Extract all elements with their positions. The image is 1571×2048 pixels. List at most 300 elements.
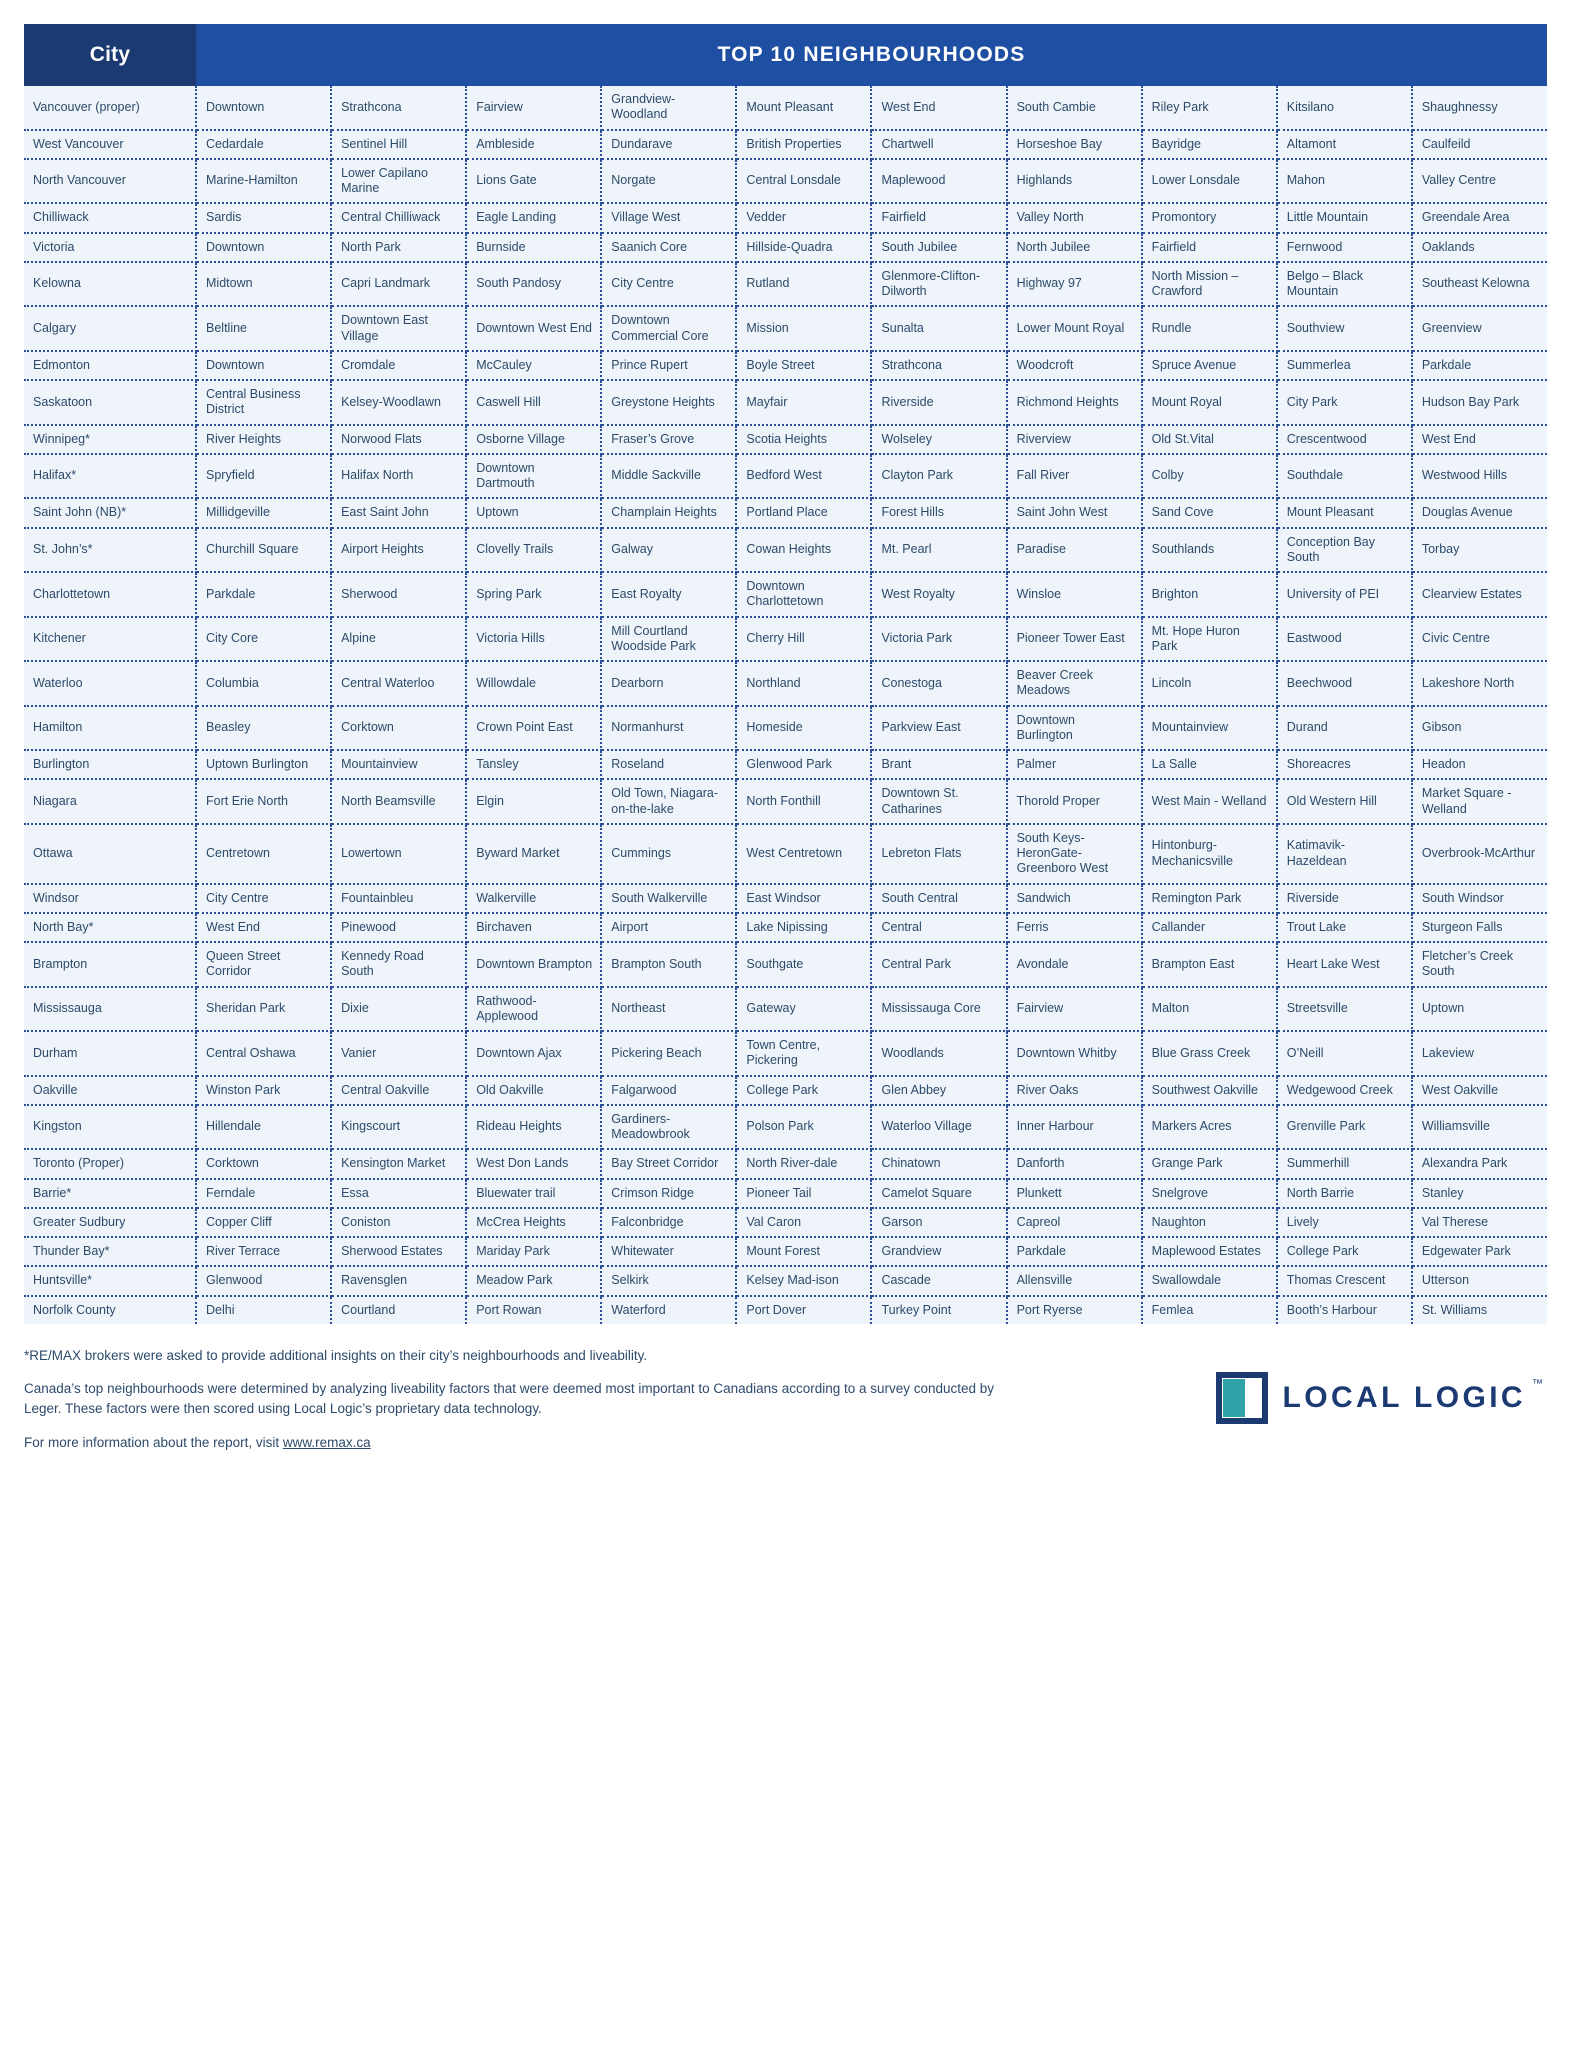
table-row (24, 203, 1547, 232)
neighbourhood-cell: Cowan Heights (736, 528, 871, 573)
neighbourhood-cell: Halifax North (331, 454, 466, 499)
neighbourhood-cell: Old St.Vital (1142, 425, 1277, 454)
neighbourhood-cell: Ravensglen (331, 1266, 466, 1295)
neighbourhood-cell: South Central (871, 884, 1006, 913)
neighbourhood-cell: Valley North (1007, 203, 1142, 232)
neighbourhood-cell: Bay Street Corridor (601, 1149, 736, 1178)
neighbourhood-cell: Strathcona (331, 86, 466, 130)
neighbourhood-cell: Eastwood (1277, 617, 1412, 662)
neighbourhood-cell: River Heights (196, 425, 331, 454)
neighbourhood-cell: Shoreacres (1277, 750, 1412, 779)
neighbourhood-cell: East Royalty (601, 572, 736, 617)
neighbourhood-cell: Centretown (196, 824, 331, 884)
neighbourhood-cell: Downtown Whitby (1007, 1031, 1142, 1076)
neighbourhood-cell: Sherwood Estates (331, 1237, 466, 1266)
neighbourhood-cell: Sardis (196, 203, 331, 232)
neighbourhood-cell: Chinatown (871, 1149, 1006, 1178)
neighbourhood-cell: Scotia Heights (736, 425, 871, 454)
neighbourhood-cell: Wedgewood Creek (1277, 1076, 1412, 1105)
neighbourhood-cell: McCrea Heights (466, 1208, 601, 1237)
neighbourhood-cell: Uptown (1412, 987, 1547, 1032)
neighbourhood-cell: Val Therese (1412, 1208, 1547, 1237)
city-cell: Burlington (24, 750, 196, 779)
neighbourhood-cell: Hudson Bay Park (1412, 380, 1547, 425)
neighbourhood-cell: Churchill Square (196, 528, 331, 573)
neighbourhood-cell: East Windsor (736, 884, 871, 913)
neighbourhood-cell: Essa (331, 1179, 466, 1208)
neighbourhood-cell: Parkdale (1412, 351, 1547, 380)
table-row (24, 750, 1547, 779)
neighbourhood-cell: University of PEI (1277, 572, 1412, 617)
neighbourhood-cell: Downtown (196, 351, 331, 380)
neighbourhood-cell: Allensville (1007, 1266, 1142, 1295)
table-row (24, 1031, 1547, 1076)
neighbourhood-cell: Greystone Heights (601, 380, 736, 425)
neighbourhood-cell: Southeast Kelowna (1412, 262, 1547, 307)
neighbourhood-cell: Port Rowan (466, 1296, 601, 1324)
city-cell: Waterloo (24, 661, 196, 706)
neighbourhood-cell: Portland Place (736, 498, 871, 527)
neighbourhood-cell: Kelsey-Woodlawn (331, 380, 466, 425)
table-row (24, 1208, 1547, 1237)
neighbourhood-cell: Waterford (601, 1296, 736, 1324)
neighbourhood-cell: Gateway (736, 987, 871, 1032)
neighbourhood-cell: Osborne Village (466, 425, 601, 454)
neighbourhood-cell: Douglas Avenue (1412, 498, 1547, 527)
neighbourhood-cell: Brampton South (601, 942, 736, 987)
neighbourhood-cell: Fairview (466, 86, 601, 130)
footnote-more-prefix: For more information about the report, visit (24, 1434, 283, 1450)
neighbourhood-cell: West Oakville (1412, 1076, 1547, 1105)
neighbourhood-cell: Westwood Hills (1412, 454, 1547, 499)
neighbourhood-cell: Central Lonsdale (736, 159, 871, 204)
neighbourhood-cell: Utterson (1412, 1266, 1547, 1295)
neighbourhood-cell: Oaklands (1412, 233, 1547, 262)
neighbourhood-cell: Greendale Area (1412, 203, 1547, 232)
neighbourhood-cell: Overbrook-McArthur (1412, 824, 1547, 884)
neighbourhood-cell: Glen Abbey (871, 1076, 1006, 1105)
city-cell: Calgary (24, 306, 196, 351)
neighbourhood-cell: Brant (871, 750, 1006, 779)
table-row (24, 1296, 1547, 1324)
neighbourhood-cell: Altamont (1277, 130, 1412, 159)
table-row (24, 130, 1547, 159)
neighbourhood-cell: Cedardale (196, 130, 331, 159)
city-cell: Huntsville* (24, 1266, 196, 1295)
table-row (24, 262, 1547, 307)
neighbourhood-cell: South Pandosy (466, 262, 601, 307)
neighbourhood-cell: Airport (601, 913, 736, 942)
neighbourhood-cell: Lively (1277, 1208, 1412, 1237)
neighbourhood-cell: Corktown (196, 1149, 331, 1178)
neighbourhood-cell: British Properties (736, 130, 871, 159)
neighbourhood-cell: City Centre (601, 262, 736, 307)
neighbourhood-cell: Fernwood (1277, 233, 1412, 262)
neighbourhood-cell: Pinewood (331, 913, 466, 942)
city-cell: Victoria (24, 233, 196, 262)
neighbourhood-cell: Woodcroft (1007, 351, 1142, 380)
city-cell: Durham (24, 1031, 196, 1076)
neighbourhood-cell: Champlain Heights (601, 498, 736, 527)
neighbourhood-cell: Blue Grass Creek (1142, 1031, 1277, 1076)
neighbourhood-cell: Ferndale (196, 1179, 331, 1208)
neighbourhood-cell: Fort Erie North (196, 779, 331, 824)
neighbourhood-cell: Trout Lake (1277, 913, 1412, 942)
neighbourhood-cell: Gardiners-Meadowbrook (601, 1105, 736, 1150)
neighbourhood-cell: Malton (1142, 987, 1277, 1032)
neighbourhood-cell: Downtown Commercial Core (601, 306, 736, 351)
neighbourhood-cell: Mahon (1277, 159, 1412, 204)
table-row (24, 942, 1547, 987)
neighbourhood-cell: Downtown Dartmouth (466, 454, 601, 499)
remax-link[interactable]: www.remax.ca (282, 1434, 371, 1450)
city-cell: Saint John (NB)* (24, 498, 196, 527)
neighbourhood-cell: Downtown East Village (331, 306, 466, 351)
neighbourhood-cell: Mt. Pearl (871, 528, 1006, 573)
neighbourhood-cell: Headon (1412, 750, 1547, 779)
neighbourhood-cell: Bluewater trail (466, 1179, 601, 1208)
neighbourhood-cell: Birchaven (466, 913, 601, 942)
neighbourhood-cell: Mount Pleasant (736, 86, 871, 130)
city-cell: Halifax* (24, 454, 196, 499)
neighbourhood-cell: North Jubilee (1007, 233, 1142, 262)
neighbourhood-cell: Fairview (1007, 987, 1142, 1032)
neighbourhood-cell: Polson Park (736, 1105, 871, 1150)
neighbourhood-cell: Sunalta (871, 306, 1006, 351)
neighbourhood-cell: Cromdale (331, 351, 466, 380)
city-cell: St. John’s* (24, 528, 196, 573)
neighbourhood-cell: Richmond Heights (1007, 380, 1142, 425)
neighbourhood-cell: Clayton Park (871, 454, 1006, 499)
neighbourhood-cell: Turkey Point (871, 1296, 1006, 1324)
city-cell: Mississauga (24, 987, 196, 1032)
neighbourhood-cell: Walkerville (466, 884, 601, 913)
neighbourhood-cell: Callander (1142, 913, 1277, 942)
neighbourhood-cell: Alpine (331, 617, 466, 662)
table-row (24, 425, 1547, 454)
table-row (24, 661, 1547, 706)
neighbourhood-cell: Edgewater Park (1412, 1237, 1547, 1266)
neighbourhood-cell: Mountainview (1142, 706, 1277, 751)
neighbourhood-cell: Grandview-Woodland (601, 86, 736, 130)
neighbourhood-cell: North Barrie (1277, 1179, 1412, 1208)
city-cell: Oakville (24, 1076, 196, 1105)
neighbourhood-cell: Bayridge (1142, 130, 1277, 159)
neighbourhood-cell: North Beamsville (331, 779, 466, 824)
neighbourhood-cell: Maplewood (871, 159, 1006, 204)
neighbourhood-cell: Markers Acres (1142, 1105, 1277, 1150)
neighbourhood-cell: Prince Rupert (601, 351, 736, 380)
table-row (24, 498, 1547, 527)
neighbourhood-cell: South Keys-HeronGate-Greenboro West (1007, 824, 1142, 884)
neighbourhood-cell: Summerlea (1277, 351, 1412, 380)
neighbourhood-cell: Columbia (196, 661, 331, 706)
neighbourhood-cell: La Salle (1142, 750, 1277, 779)
neighbourhood-cell: Sheridan Park (196, 987, 331, 1032)
neighbourhood-cell: Saanich Core (601, 233, 736, 262)
neighbourhood-cell: Southview (1277, 306, 1412, 351)
neighbourhood-cell: Danforth (1007, 1149, 1142, 1178)
neighbourhood-cell: Mayfair (736, 380, 871, 425)
neighbourhood-cell: Fairfield (1142, 233, 1277, 262)
neighbourhood-cell: Lebreton Flats (871, 824, 1006, 884)
neighbourhood-cell: Kingscourt (331, 1105, 466, 1150)
neighbourhood-cell: Woodlands (871, 1031, 1006, 1076)
table-row (24, 913, 1547, 942)
neighbourhood-cell: Cummings (601, 824, 736, 884)
neighbourhood-cell: Central Waterloo (331, 661, 466, 706)
table-row (24, 572, 1547, 617)
neighbourhood-cell: Crescentwood (1277, 425, 1412, 454)
neighbourhood-cell: West Centretown (736, 824, 871, 884)
neighbourhood-cell: Northeast (601, 987, 736, 1032)
footer (24, 1346, 1547, 1453)
local-logic-wordmark: LOCAL LOGIC (1282, 1380, 1526, 1414)
neighbourhood-cell: City Core (196, 617, 331, 662)
neighbourhood-cell: Ambleside (466, 130, 601, 159)
neighbourhood-cell: Pickering Beach (601, 1031, 736, 1076)
neighbourhood-cell: St. Williams (1412, 1296, 1547, 1324)
neighbourhood-cell: Sentinel Hill (331, 130, 466, 159)
city-cell: North Vancouver (24, 159, 196, 204)
table-row (24, 1179, 1547, 1208)
neighbourhood-cell: Hintonburg-Mechanicsville (1142, 824, 1277, 884)
neighbourhood-cell: Spryfield (196, 454, 331, 499)
neighbourhood-cell: Southwest Oakville (1142, 1076, 1277, 1105)
neighbourhood-cell: Fairfield (871, 203, 1006, 232)
neighbourhood-cell: West End (196, 913, 331, 942)
neighbourhood-cell: Airport Heights (331, 528, 466, 573)
neighbourhood-cell: West Don Lands (466, 1149, 601, 1178)
neighbourhood-cell: Booth’s Harbour (1277, 1296, 1412, 1324)
neighbourhood-cell: Fletcher’s Creek South (1412, 942, 1547, 987)
city-cell: Ottawa (24, 824, 196, 884)
neighbourhood-cell: Downtown Burlington (1007, 706, 1142, 751)
neighbourhood-cell: Forest Hills (871, 498, 1006, 527)
table-row (24, 1076, 1547, 1105)
neighbourhood-cell: Norwood Flats (331, 425, 466, 454)
neighbourhood-cell: Fraser’s Grove (601, 425, 736, 454)
neighbourhood-cell: Swallowdale (1142, 1266, 1277, 1295)
neighbourhood-cell: College Park (1277, 1237, 1412, 1266)
neighbourhood-cell: Crimson Ridge (601, 1179, 736, 1208)
neighbourhood-cell: Conestoga (871, 661, 1006, 706)
neighbourhood-cell: Plunkett (1007, 1179, 1142, 1208)
neighbourhood-cell: Coniston (331, 1208, 466, 1237)
neighbourhood-cell: Village West (601, 203, 736, 232)
neighbourhood-cell: Central Oshawa (196, 1031, 331, 1076)
neighbourhood-cell: Mount Pleasant (1277, 498, 1412, 527)
neighbourhood-cell: Town Centre, Pickering (736, 1031, 871, 1076)
neighbourhood-cell: Lower Mount Royal (1007, 306, 1142, 351)
neighbourhood-cell: Katimavik-Hazeldean (1277, 824, 1412, 884)
neighbourhood-cell: West End (1412, 425, 1547, 454)
neighbourhood-cell: Brampton East (1142, 942, 1277, 987)
footnote-methodology: Canada’s top neighbourhoods were determined by analyzing liveability factors that were deemed most important to Canadians according to a survey conducted by Leger. These factors were then scored using Local Logic’s proprietary data technology. (24, 1381, 995, 1417)
neighbourhood-cell: Dearborn (601, 661, 736, 706)
city-cell: Toronto (Proper) (24, 1149, 196, 1178)
neighbourhood-cell: Eagle Landing (466, 203, 601, 232)
neighbourhood-cell: Middle Sackville (601, 454, 736, 499)
local-logic-logo (1216, 1372, 1547, 1424)
neighbourhood-cell: Parkview East (871, 706, 1006, 751)
city-cell: Kelowna (24, 262, 196, 307)
neighbourhood-cell: East Saint John (331, 498, 466, 527)
neighbourhood-cell: Central (871, 913, 1006, 942)
neighbourhood-cell: Clearview Estates (1412, 572, 1547, 617)
city-cell: Windsor (24, 884, 196, 913)
city-cell: Greater Sudbury (24, 1208, 196, 1237)
neighbourhood-cell: Victoria Hills (466, 617, 601, 662)
neighbourhood-cell: South Windsor (1412, 884, 1547, 913)
table-row (24, 617, 1547, 662)
neighbourhood-cell: Beaver Creek Meadows (1007, 661, 1142, 706)
neighbourhood-cell: Fountainbleu (331, 884, 466, 913)
neighbourhood-cell: Lakeview (1412, 1031, 1547, 1076)
neighbourhood-cell: Port Dover (736, 1296, 871, 1324)
neighbourhood-cell: Parkdale (1007, 1237, 1142, 1266)
neighbourhood-cell: River Terrace (196, 1237, 331, 1266)
neighbourhood-cell: Glenmore-Clifton-Dilworth (871, 262, 1006, 307)
neighbourhood-cell: Mount Forest (736, 1237, 871, 1266)
neighbourhood-cell: City Centre (196, 884, 331, 913)
neighbourhood-cell: Conception Bay South (1277, 528, 1412, 573)
neighbourhood-cell: Summerhill (1277, 1149, 1412, 1178)
table-row (24, 233, 1547, 262)
neighbourhood-cell: Lower Capilano Marine (331, 159, 466, 204)
table-row (24, 454, 1547, 499)
neighbourhood-cell: City Park (1277, 380, 1412, 425)
neighbourhood-cell: Lions Gate (466, 159, 601, 204)
table-header-band (24, 24, 1547, 86)
neighbourhood-cell: Southdale (1277, 454, 1412, 499)
table-row (24, 380, 1547, 425)
neighbourhood-cell: Downtown Charlottetown (736, 572, 871, 617)
neighbourhood-cell: Caulfeild (1412, 130, 1547, 159)
neighbourhood-cell: Val Caron (736, 1208, 871, 1237)
neighbourhood-cell: Willowdale (466, 661, 601, 706)
neighbourhood-cell: Southlands (1142, 528, 1277, 573)
city-cell: North Bay* (24, 913, 196, 942)
neighbourhood-cell: McCauley (466, 351, 601, 380)
neighbourhood-cell: Parkdale (196, 572, 331, 617)
table-row (24, 528, 1547, 573)
neighbourhood-cell: Waterloo Village (871, 1105, 1006, 1150)
neighbourhood-cell: Remington Park (1142, 884, 1277, 913)
table-row (24, 1149, 1547, 1178)
city-cell: Winnipeg* (24, 425, 196, 454)
neighbourhood-cell: Downtown Brampton (466, 942, 601, 987)
neighbourhood-cell: Galway (601, 528, 736, 573)
neighbourhood-cell: Rutland (736, 262, 871, 307)
neighbourhood-cell: Victoria Park (871, 617, 1006, 662)
city-cell: West Vancouver (24, 130, 196, 159)
neighbourhood-cell: Strathcona (871, 351, 1006, 380)
neighbourhood-cell: Norgate (601, 159, 736, 204)
neighbourhood-cell: Sand Cove (1142, 498, 1277, 527)
neighbourhood-cell: Kitsilano (1277, 86, 1412, 130)
neighbourhood-cell: North Park (331, 233, 466, 262)
neighbourhood-cell: Spruce Avenue (1142, 351, 1277, 380)
footnote-asterisk: *RE/MAX brokers were asked to provide additional insights on their city’s neighbourhoods and liveability. (24, 1347, 648, 1363)
neighbourhood-cell: Marine-Hamilton (196, 159, 331, 204)
table-row (24, 306, 1547, 351)
neighbourhood-cell: Capreol (1007, 1208, 1142, 1237)
neighbourhood-cell: Selkirk (601, 1266, 736, 1295)
neighbourhood-cell: Wolseley (871, 425, 1006, 454)
neighbourhood-cell: Mission (736, 306, 871, 351)
neighbourhood-cell: Vedder (736, 203, 871, 232)
city-cell: Niagara (24, 779, 196, 824)
neighbourhood-cell: Palmer (1007, 750, 1142, 779)
neighbourhood-cell: North Mission – Crawford (1142, 262, 1277, 307)
neighbourhood-cell: Falgarwood (601, 1076, 736, 1105)
neighbourhood-cell: Lower Lonsdale (1142, 159, 1277, 204)
neighbourhood-cell: Market Square - Welland (1412, 779, 1547, 824)
neighbourhood-cell: Old Western Hill (1277, 779, 1412, 824)
neighbourhood-cell: Dixie (331, 987, 466, 1032)
neighbourhood-cell: Capri Landmark (331, 262, 466, 307)
city-cell: Chilliwack (24, 203, 196, 232)
table-row (24, 824, 1547, 884)
neighbourhood-cell: Femlea (1142, 1296, 1277, 1324)
neighbourhood-cell: Lakeshore North (1412, 661, 1547, 706)
neighbourhood-cell: West Main - Welland (1142, 779, 1277, 824)
local-logic-mark-icon (1216, 1372, 1268, 1424)
neighbourhood-cell: Falconbridge (601, 1208, 736, 1237)
neighbourhood-cell: O’Neill (1277, 1031, 1412, 1076)
neighbourhood-cell: Torbay (1412, 528, 1547, 573)
city-cell: Kitchener (24, 617, 196, 662)
neighbourhood-cell: Old Oakville (466, 1076, 601, 1105)
neighbourhood-cell: Garson (871, 1208, 1006, 1237)
neighbourhood-cell: Pioneer Tail (736, 1179, 871, 1208)
neighbourhood-cell: Shaughnessy (1412, 86, 1547, 130)
city-cell: Brampton (24, 942, 196, 987)
neighbourhood-cell: Avondale (1007, 942, 1142, 987)
neighbourhood-cell: Tansley (466, 750, 601, 779)
neighbourhood-cell: College Park (736, 1076, 871, 1105)
neighbourhood-cell: Stanley (1412, 1179, 1547, 1208)
neighbourhoods-table (24, 86, 1547, 1324)
neighbourhood-cell: Streetsville (1277, 987, 1412, 1032)
neighbourhood-cell: Colby (1142, 454, 1277, 499)
city-cell: Norfolk County (24, 1296, 196, 1324)
neighbourhood-cell: Beltline (196, 306, 331, 351)
neighbourhood-cell: Highway 97 (1007, 262, 1142, 307)
neighbourhood-cell: Thomas Crescent (1277, 1266, 1412, 1295)
neighbourhood-cell: Midtown (196, 262, 331, 307)
neighbourhood-cell: Lake Nipissing (736, 913, 871, 942)
neighbourhood-cell: Vanier (331, 1031, 466, 1076)
neighbourhood-cell: Civic Centre (1412, 617, 1547, 662)
neighbourhood-cell: Downtown (196, 233, 331, 262)
header-city-label: City (24, 24, 196, 86)
neighbourhood-cell: Beasley (196, 706, 331, 751)
neighbourhood-cell: Rideau Heights (466, 1105, 601, 1150)
neighbourhood-cell: Mariday Park (466, 1237, 601, 1266)
neighbourhood-cell: Hillside-Quadra (736, 233, 871, 262)
neighbourhood-cell: Williamsville (1412, 1105, 1547, 1150)
table-row (24, 884, 1547, 913)
neighbourhood-cell: Alexandra Park (1412, 1149, 1547, 1178)
neighbourhood-cell: Cherry Hill (736, 617, 871, 662)
neighbourhood-cell: Clovelly Trails (466, 528, 601, 573)
neighbourhood-cell: South Cambie (1007, 86, 1142, 130)
neighbourhood-cell: Old Town, Niagara-on-the-lake (601, 779, 736, 824)
neighbourhood-cell: Grandview (871, 1237, 1006, 1266)
neighbourhood-cell: Greenview (1412, 306, 1547, 351)
